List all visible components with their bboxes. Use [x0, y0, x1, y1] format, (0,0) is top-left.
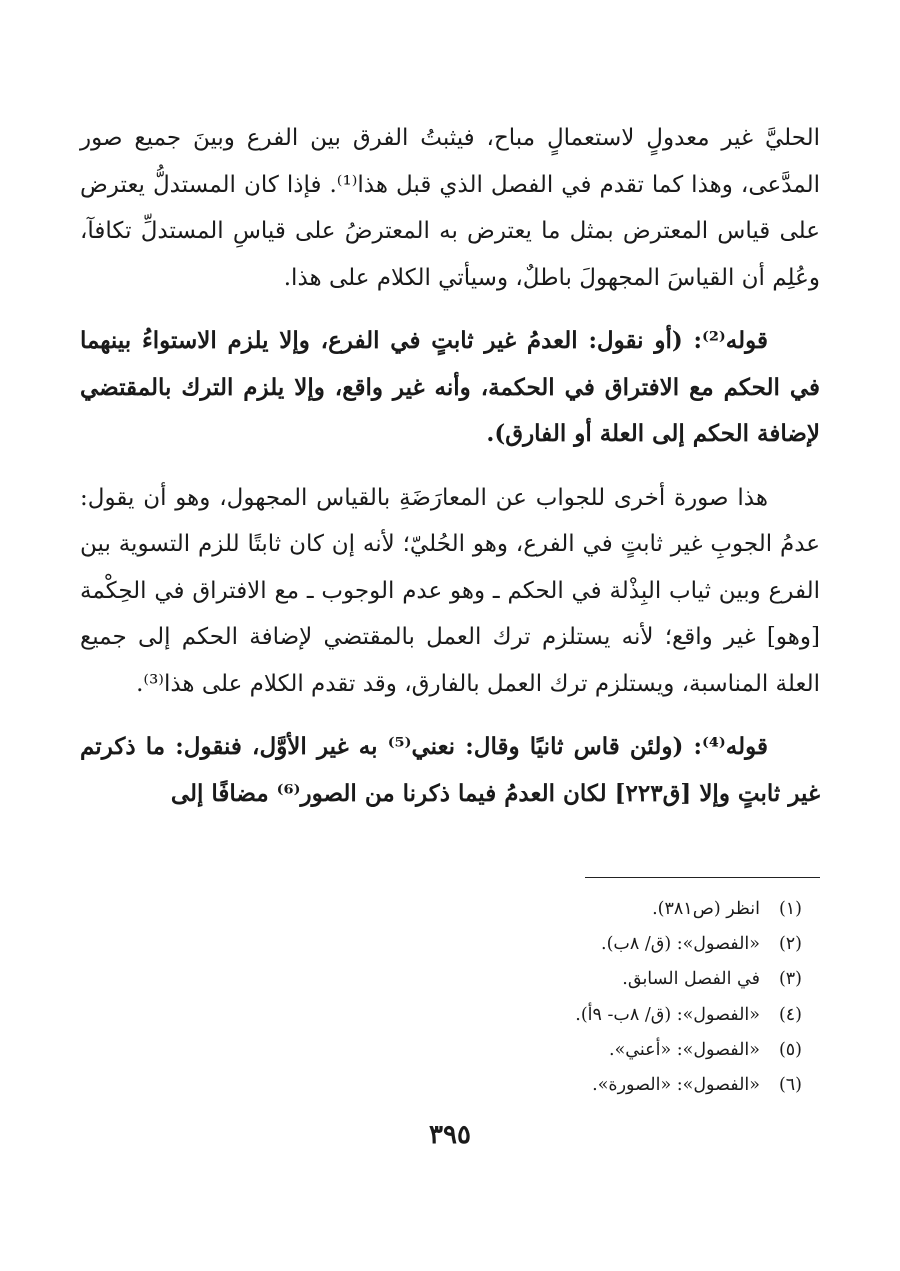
footnote-item	[202, 892, 802, 927]
footnote-text: انظر (ص٣٨١).	[652, 899, 760, 919]
page-number: ٣٩٥	[429, 1120, 471, 1150]
footnote-text: «الفصول»: (ق/ ٨ب).	[601, 934, 760, 955]
footnote-number: (١)	[778, 899, 802, 919]
footnote-item	[202, 962, 802, 997]
footnote-number: (٢)	[778, 934, 802, 955]
footnote-text: في الفصل السابق.	[622, 969, 760, 990]
footnote-item	[202, 927, 802, 962]
footnote-text: «الفصول»: «أعني».	[609, 1039, 760, 1060]
footnote-number: (٥)	[778, 1039, 802, 1060]
footnote-item	[202, 1033, 802, 1068]
footnote-text: «الفصول»: «الصورة».	[592, 1075, 760, 1096]
footnotes-list	[202, 892, 802, 1103]
footnote-text: «الفصول»: (ق/ ٨ب- ٩أ).	[575, 1004, 760, 1025]
footnote-separator	[585, 877, 820, 878]
paragraph-1: الحليَّ غير معدولٍ لاستعمالٍ مباح، فيثبتُ الفرق بين الفرع وبينَ جميع صور المدَّعى، وهذا كما تقدم في الفصل الذي قبل هذا⁽¹⁾. فإذا كان المستدلُّ يعترض على قياس المعترض بمثل ما يعترض به المعترضُ على قياسِ المستدلِّ تكافآ، وعُلِم أن القياسَ المجهولَ باطلٌ، وسيأتي الكلام على هذا.	[80, 125, 820, 291]
footnote-item	[202, 998, 802, 1033]
paragraph-2-quote: قوله⁽²⁾: (أو نقول: العدمُ غير ثابتٍ في الفرع، وإلا يلزم الاستواءُ بينهما في الحكم مع الافتراق في الحكمة، وأنه غير واقع، وإلا يلزم الترك بالمقتضي لإضافة الحكم إلى العلة أو الفارق).	[80, 327, 820, 447]
paragraph-3: هذا صورة أخرى للجواب عن المعارَضَةِ بالقياس المجهول، وهو أن يقول: عدمُ الجوبِ غير ثابتٍ في الفرع، وهو الحُليّ؛ لأنه إن كان ثابتًا للزم التسوية بين الفرع وبين ثياب البِذْلة في الحكم ـ وهو عدم الوجوب ـ مع الافتراق في الحِكْمة [وهو] غير واقع؛ لأنه يستلزم ترك العمل بالمقتضي لإضافة الحكم إلى جميع العلة المناسبة، ويستلزم ترك العمل بالفارق، وقد تقدم الكلام على هذا⁽³⁾.	[80, 484, 820, 697]
paragraph-4-quote: قوله⁽⁴⁾: (ولئن قاس ثانيًا وقال: نعني⁽⁵⁾ به غير الأوَّل، فنقول: ما ذكرتم غير ثابتٍ وإلا [ق٢٢٣] لكان العدمُ فيما ذكرنا من الصور⁽⁶⁾ مضافًا إلى	[80, 733, 820, 807]
footnote-number: (٣)	[778, 969, 802, 990]
footnote-number: (٦)	[778, 1075, 802, 1096]
main-text	[80, 115, 820, 834]
footnote-number: (٤)	[778, 1004, 802, 1025]
footnote-item	[202, 1068, 802, 1103]
